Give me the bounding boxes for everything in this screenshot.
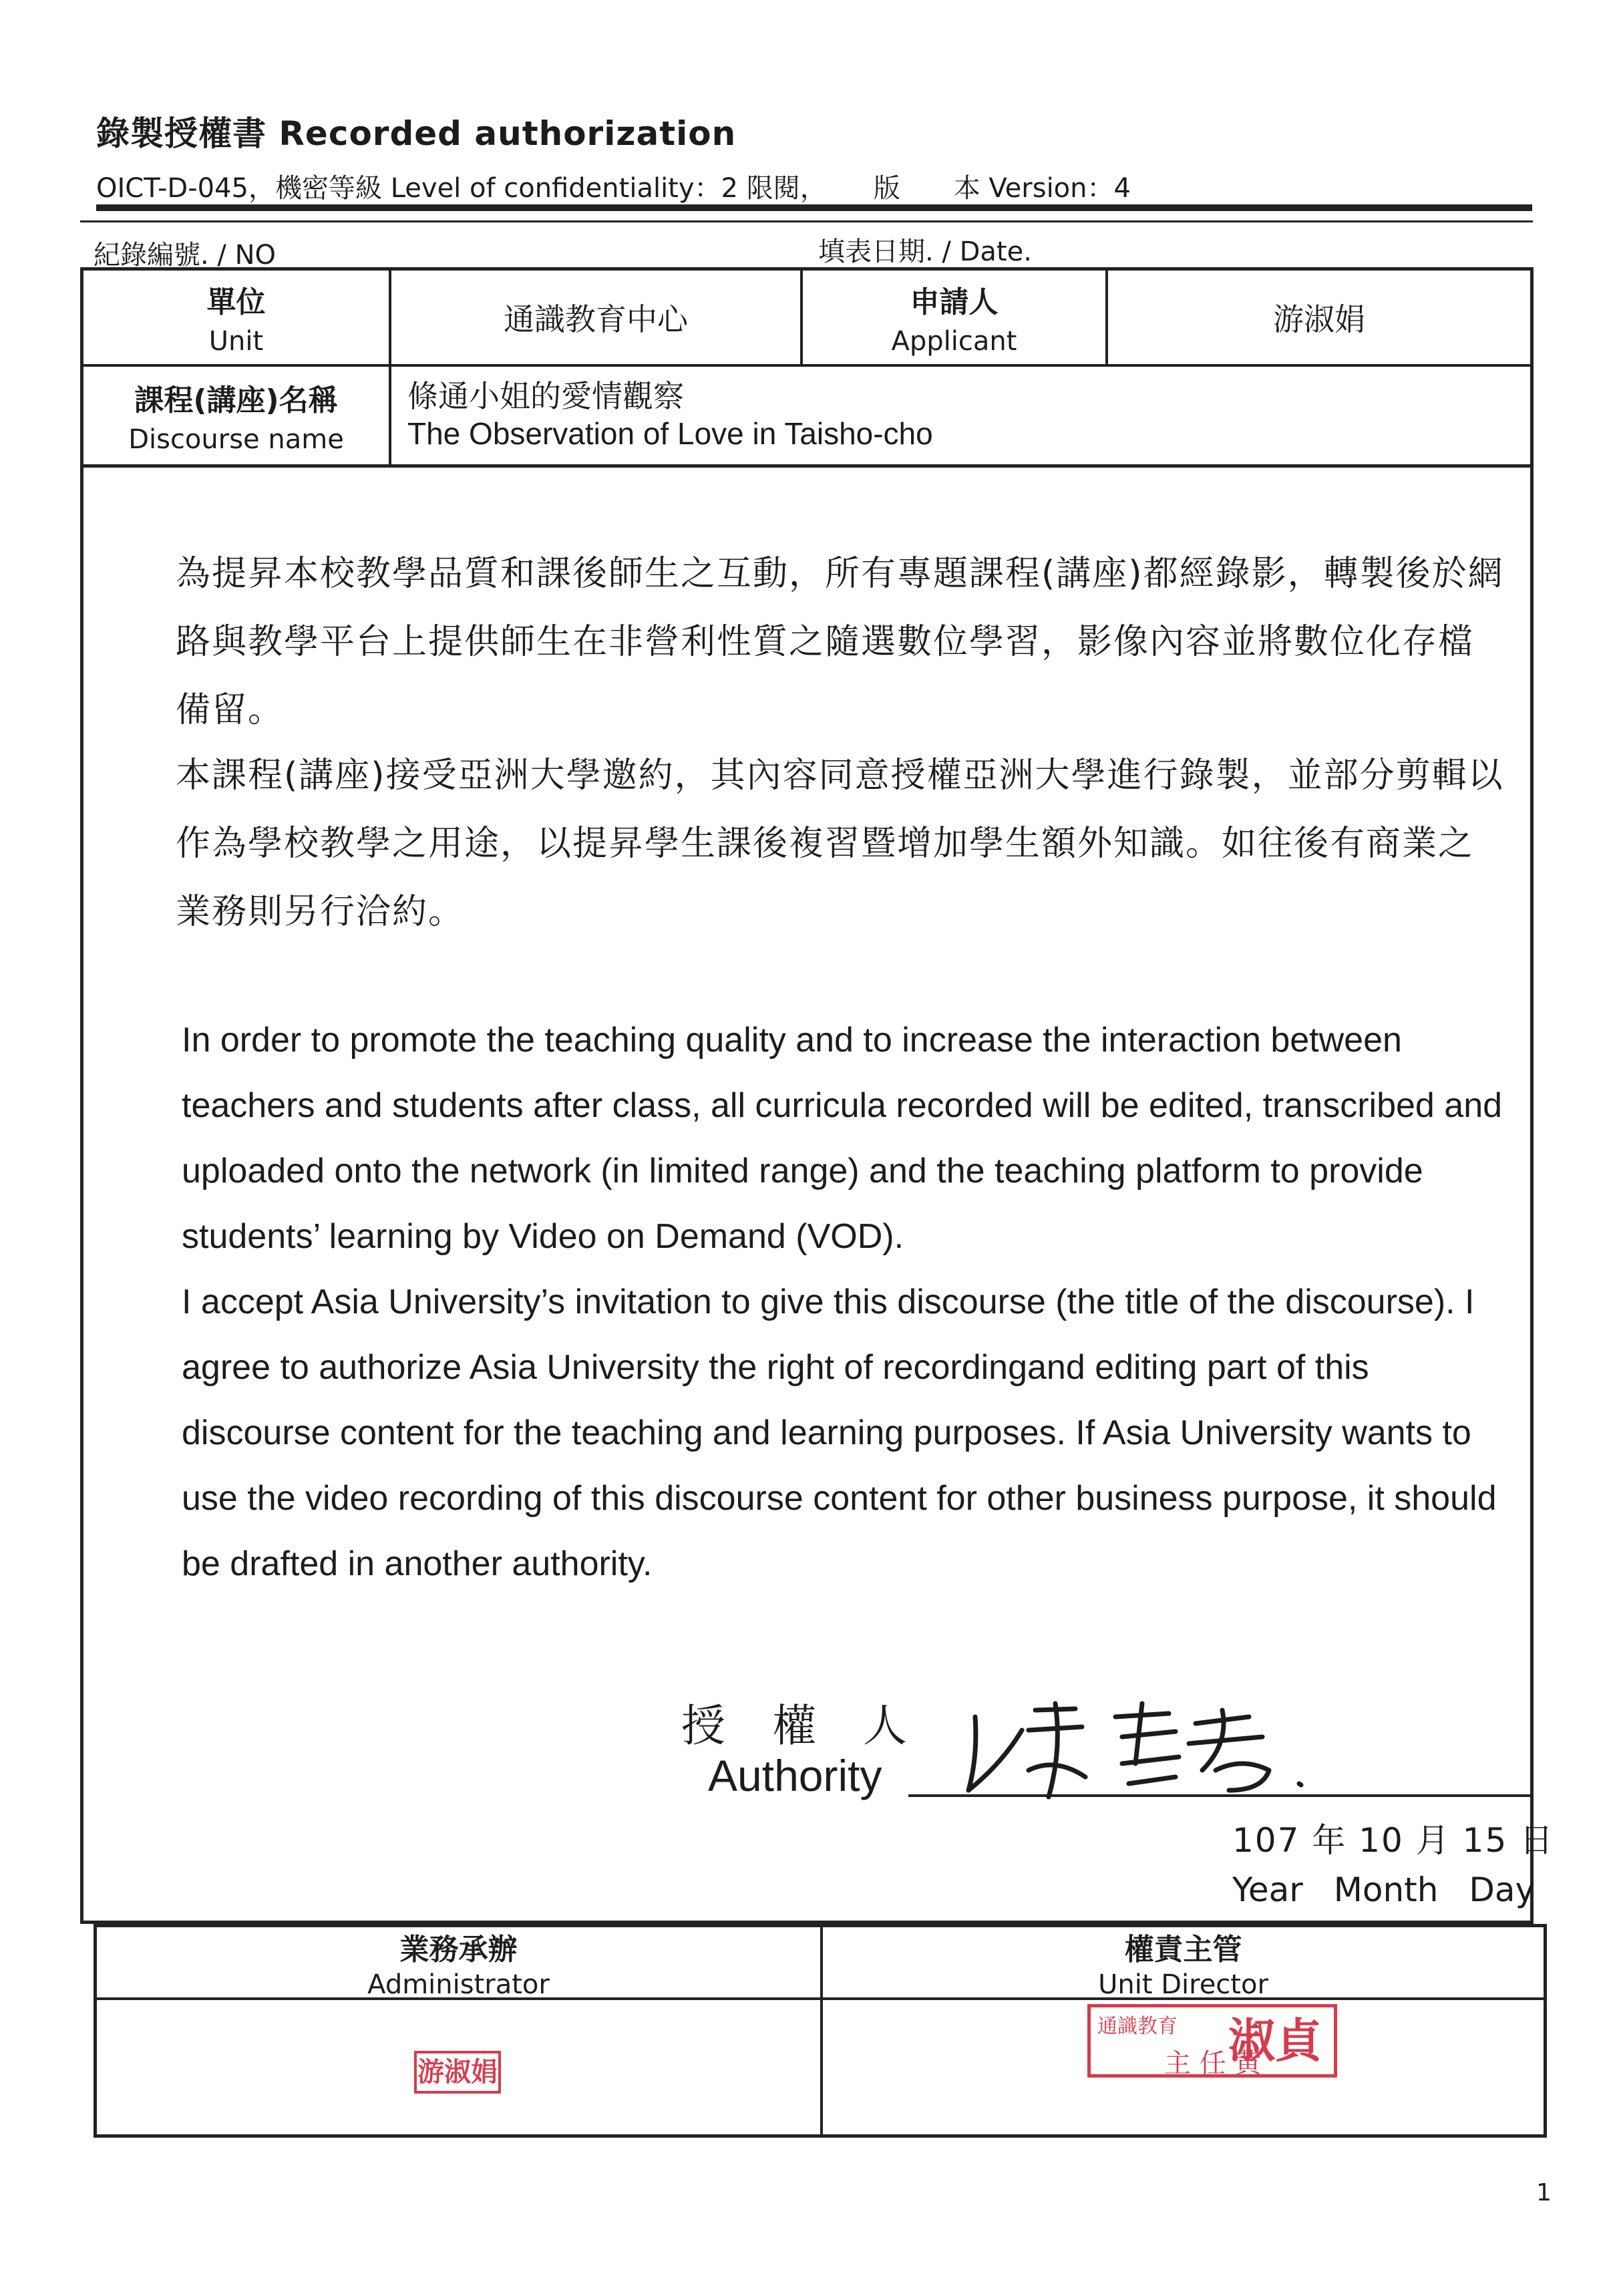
applicant-value-cell — [1108, 271, 1530, 364]
administrator-seal: 游淑娟 — [414, 2051, 501, 2094]
discourse-value-zh: 條通小姐的愛情觀察 — [407, 378, 684, 414]
applicant-label-en: Applicant — [891, 326, 1017, 357]
version: 版 本 Version：4 — [873, 173, 1131, 204]
document-title: 錄製授權書 Recorded authorization — [96, 114, 737, 153]
english-paragraph-1-text: In order to promote the teaching quality and to increase the interaction between teachers and students after class, all curricula recorded will be edited, transcribed and uploaded onto the network (in limited range) and the teaching platform to provide students’ learning by Video on Demand (VOD). — [182, 1021, 1503, 1256]
fill-date-label: 填表日期. / Date. — [818, 236, 1032, 267]
applicant-label-cell — [803, 271, 1105, 364]
signed-date: 107 年 10 月 15 日 — [1232, 1821, 1555, 1860]
unit-label-zh: 單位 — [206, 285, 266, 319]
year-month-day-labels: Year Month Day — [1232, 1870, 1536, 1909]
unit-value-cell — [391, 271, 800, 364]
confidentiality-level: 機密等級 Level of confidentiality：2 限閱 — [275, 173, 800, 204]
unit-director-header — [823, 1927, 1544, 2000]
director-seal-name: 淑貞 — [1228, 2013, 1322, 2068]
unit-value: 通識教育中心 — [504, 301, 688, 337]
header-rule-thin — [80, 220, 1533, 222]
discourse-value-cell — [407, 377, 1509, 452]
unit-director-label-en: Unit Director — [1098, 1969, 1268, 2000]
authority-label-en: Authority — [708, 1751, 882, 1800]
form-code: OICT-D-045 — [96, 173, 248, 204]
administrator-label-zh: 業務承辦 — [399, 1932, 518, 1967]
chinese-paragraph-1-text: 為提昇本校教學品質和課後師生之互動，所有專題課程(講座)都經錄影，轉製後於網路與教學平台上提供師生在非營利性質之隨選數位學習，影像內容並將數位化存檔備留。 — [176, 554, 1504, 730]
english-paragraph-2 — [102, 1269, 1511, 1597]
director-seal-title: 主 任 黄 — [1164, 2048, 1262, 2079]
chinese-paragraph-2-text: 本課程(講座)接受亞洲大學邀約，其內容同意授權亞洲大學進行錄製，並部分剪輯以作為學校教學之用途，以提昇學生課後複習暨增加學生額外知識。如往後有商業之業務則另行洽約。 — [176, 756, 1504, 932]
english-paragraph-2-text: I accept Asia University’s invitation to give this discourse (the title of the discourse). I agree to authorize Asia University the right of recordingand editing part of this discourse content for the teaching and learning purposes. If Asia University wants to use the video recording of this discourse content for other business purpose, it should be drafted in another authority. — [182, 1283, 1497, 1583]
form-meta: OICT-D-045，機密等級 Level of confidentiality：2 限閱， 版 本 Version：4 — [96, 173, 1131, 204]
header-rule-thick — [96, 204, 1532, 211]
administrator-header — [97, 1927, 820, 2000]
discourse-label-cell — [83, 367, 389, 464]
unit-label-cell — [83, 271, 389, 364]
english-paragraph-1 — [102, 1007, 1511, 1269]
administrator-label-en: Administrator — [367, 1969, 550, 2000]
unit-director-seal — [1087, 2004, 1337, 2078]
unit-label-en: Unit — [208, 326, 264, 357]
page-number: 1 — [1536, 2179, 1552, 2206]
handwritten-signature — [948, 1690, 1322, 1804]
row-divider — [80, 464, 1534, 468]
applicant-value: 游淑娟 — [1273, 301, 1365, 337]
chinese-paragraph-2 — [99, 742, 1508, 946]
discourse-label-zh: 課程(講座)名稱 — [134, 383, 338, 418]
director-seal-small-text: 通識教育 — [1097, 2015, 1178, 2038]
authority-label-zh: 授權人 — [681, 1700, 954, 1752]
record-number-label: 紀錄編號. / NO — [94, 240, 277, 271]
applicant-label-zh: 申請人 — [910, 285, 999, 319]
unit-director-label-zh: 權責主管 — [1124, 1932, 1242, 1967]
chinese-paragraph-1 — [99, 540, 1508, 744]
discourse-label-en: Discourse name — [128, 424, 344, 455]
discourse-value-en: The Observation of Love in Taisho-cho — [407, 416, 933, 451]
